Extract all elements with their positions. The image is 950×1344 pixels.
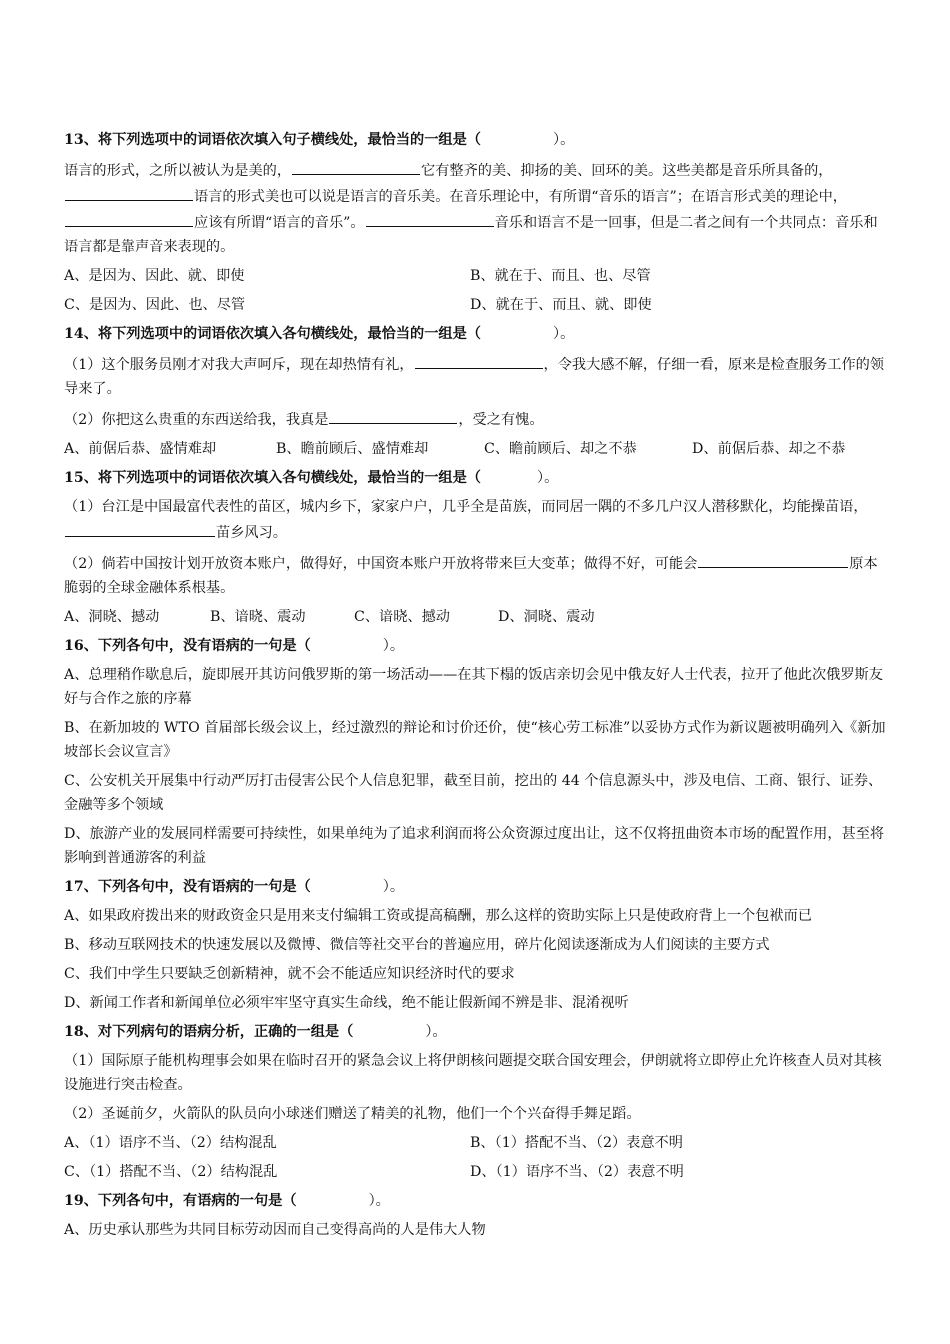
blank[interactable] [698,550,848,568]
blank[interactable] [292,157,420,175]
question-13-stem: 13、将下列选项中的词语依次填入句子横线处，最恰当的一组是（ ）。 [64,132,575,148]
option-b[interactable]: B、瞻前顾后、盛情难却 [276,441,429,457]
question-19-stem: 19、下列各句中，有语病的一句是（ ）。 [64,1193,390,1209]
option-b[interactable]: B、（1）搭配不当、（2）表意不明 [470,1135,683,1151]
blank[interactable] [65,183,193,201]
question-18-options-row-1 [64,1131,886,1155]
question-18-sentence-1: （1）国际原子能机构理事会如果在临时召开的紧急会议上将伊朗核问题提交联合国安理会，伊朗就将立即停止允许核查人员对其核设施进行突击检查。 [64,1053,882,1093]
option-c[interactable]: C、（1）搭配不当、（2）结构混乱 [64,1164,278,1180]
question-13-options-row-2 [64,293,886,317]
option-a[interactable]: A、是因为、因此、就、即使 [64,268,245,284]
question-14-sentence-1: （1）这个服务员刚才对我大声呵斥，现在却热情有礼， ，令我大感不解，仔细一看，原来是检查服务工作的领导来了。 [64,351,886,401]
option-d[interactable]: D、就在于、而且、就、即使 [470,297,652,313]
option-d[interactable]: D、（1）语序不当、（2）表意不明 [470,1164,684,1180]
question-17-option-b[interactable]: B、移动互联网技术的快速发展以及微博、微信等社交平台的普遍应用，碎片化阅读逐渐成为人们阅读的主要方式 [64,937,770,953]
question-17-stem: 17、下列各句中，没有语病的一句是（ ）。 [64,879,405,895]
option-c[interactable]: C、谙晓、撼动 [354,609,450,625]
option-a[interactable]: A、洞晓、撼动 [64,609,160,625]
question-13-options-row-1 [64,264,886,288]
question-17-option-d[interactable]: D、新闻工作者和新闻单位必须牢牢坚守真实生命线，绝不能让假新闻不辨是非、混淆视听 [64,995,629,1011]
option-a[interactable]: A、前倨后恭、盛情难却 [64,441,217,457]
question-19-option-a[interactable]: A、历史承认那些为共同目标劳动因而自己变得高尚的人是伟大人物 [64,1222,486,1238]
question-14-stem: 14、将下列选项中的词语依次填入各句横线处，最恰当的一组是（ ）。 [64,326,575,342]
blank[interactable] [65,519,215,537]
option-c[interactable]: C、瞻前顾后、却之不恭 [484,441,637,457]
option-a[interactable]: A、（1）语序不当、（2）结构混乱 [64,1135,277,1151]
option-c[interactable]: C、是因为、因此、也、尽管 [64,297,246,313]
option-d[interactable]: D、前倨后恭、却之不恭 [692,441,846,457]
question-15-sentence-2: （2）倘若中国按计划开放资本账户，做得好，中国资本账户开放将带来巨大变革；做得不好，可能会 原本脆弱的全球金融体系根基。 [64,550,886,600]
option-b[interactable]: B、就在于、而且、也、尽管 [470,268,651,284]
question-18-stem: 18、对下列病句的语病分析，正确的一组是（ ）。 [64,1024,447,1040]
question-18-sentence-2: （2）圣诞前夕，火箭队的队员向小球迷们赠送了精美的礼物，他们一个个兴奋得手舞足蹈。 [64,1106,641,1122]
question-16-option-b[interactable]: B、在新加坡的 WTO 首届部长级会议上，经过激烈的辩论和讨价还价，使“核心劳工标准”以妥协方式作为新议题被明确列入《新加坡部长会议宣言》 [64,720,886,760]
question-17-option-c[interactable]: C、我们中学生只要缺乏创新精神，就不会不能适应知识经济时代的要求 [64,966,515,982]
blank[interactable] [415,351,543,369]
question-15-options [64,605,886,629]
blank[interactable] [329,406,457,424]
option-d[interactable]: D、洞晓、震动 [498,609,595,625]
question-16-stem: 16、下列各句中，没有语病的一句是（ ）。 [64,638,405,654]
question-17-option-a[interactable]: A、如果政府拨出来的财政资金只是用来支付编辑工资或提高稿酬，那么这样的资助实际上只是使政府背上一个包袱而已 [64,908,812,924]
question-16-option-c[interactable]: C、公安机关开展集中行动严厉打击侵害公民个人信息犯罪，截至目前，挖出的 44 个信息源头中，涉及电信、工商、银行、证券、金融等多个领域 [64,773,883,813]
question-14-options [64,437,886,461]
question-15-stem: 15、将下列选项中的词语依次填入各句横线处，最恰当的一组是（ ）。 [64,470,559,486]
question-13-passage: 语言的形式，之所以被认为是美的， 它有整齐的美、抑扬的美、回环的美。这些美都是音乐所具备的，语言的形式美也可以说是语言的音乐美。在音乐理论中，有所谓“音乐的语言”；在语言形式美的理论中，应该有所谓“语言的音乐”。 音乐和语言不是一回事，但是二者之间有一个共同点：音乐和语言都是靠声音来表现的。 [64,157,886,259]
question-14-sentence-2: （2）你把这么贵重的东西送给我，我真是 ，受之有愧。 [64,406,886,432]
question-15-sentence-1: （1）台江是中国最富代表性的苗区，城内乡下，家家户户，几乎全是苗族，而同居一隅的不多几户汉人潜移默化，均能操苗语，苗乡风习。 [64,499,868,541]
question-16-option-d[interactable]: D、旅游产业的发展同样需要可持续性，如果单纯为了追求利润而将公众资源过度出让，这不仅将扭曲资本市场的配置作用，甚至将影响到普通游客的利益 [64,826,885,866]
blank[interactable] [366,209,494,227]
question-16-option-a[interactable]: A、总理稍作歇息后，旋即展开其访问俄罗斯的第一场活动——在其下榻的饭店亲切会见中俄友好人士代表，拉开了他此次俄罗斯友好与合作之旅的序幕 [64,667,883,707]
document-page [64,128,886,1247]
blank[interactable] [65,209,193,227]
question-18-options-row-2 [64,1160,886,1184]
option-b[interactable]: B、谙晓、震动 [210,609,306,625]
